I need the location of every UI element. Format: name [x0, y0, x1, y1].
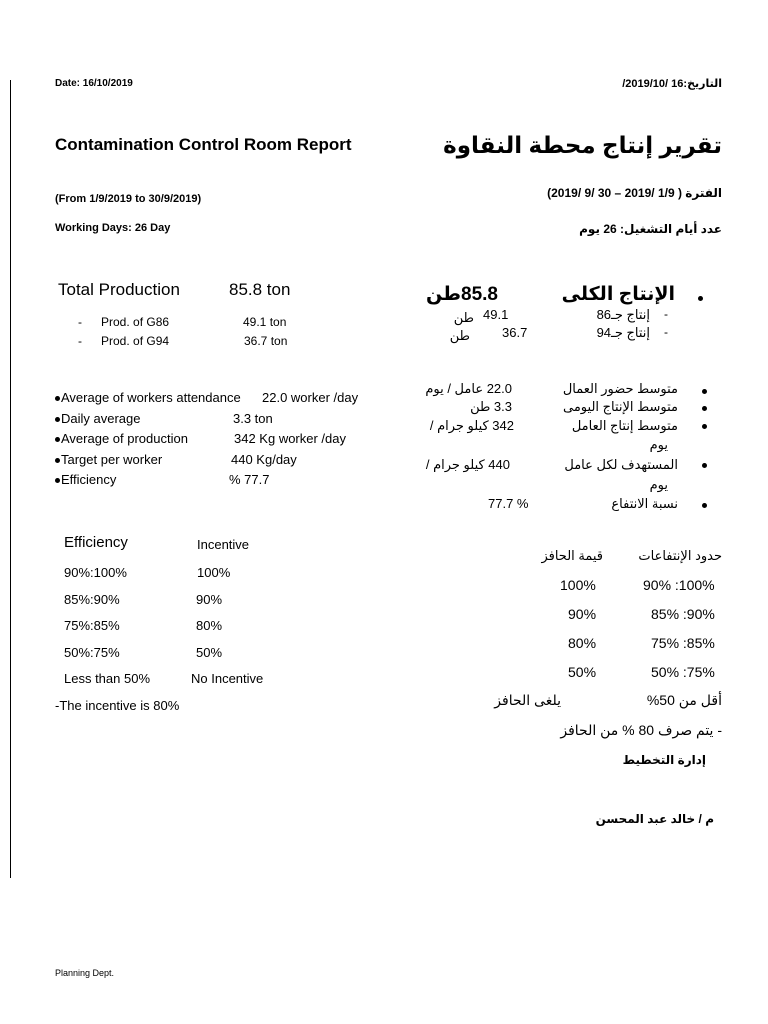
product-value-en: 49.1 ton [243, 315, 287, 329]
bullet-icon [702, 463, 707, 468]
stat-value-en: 22.0 worker /day [262, 390, 359, 405]
report-title-ar: تقرير إنتاج محطة النقاوة [443, 132, 722, 158]
table-cell-range-en: 85%:90% [64, 592, 120, 607]
period-en: (From 1/9/2019 to 30/9/2019) [55, 193, 202, 205]
date-en: Date: 16/10/2019 [55, 78, 133, 89]
table-header-incentive-en: Incentive [197, 537, 250, 552]
dash-marker: - [664, 325, 668, 339]
product-name-en: Prod. of G94 [101, 334, 170, 348]
table-cell-range-en: 50%:75% [64, 645, 120, 660]
product-unit-ar: طن [453, 310, 474, 325]
stat-value-ar: 22.0 عامل / يوم [425, 381, 512, 396]
table-cell-incentive-ar: 100% [560, 577, 596, 593]
dash-marker: - [664, 307, 668, 321]
stat-value-continuation-ar: يوم [649, 477, 668, 492]
footer-planning-dept: Planning Dept. [55, 968, 115, 978]
total-production-value-en: 85.8 ton [229, 280, 291, 299]
stat-value-ar: 342 كيلو جرام / [429, 418, 514, 433]
stat-label-en: Average of production [61, 431, 188, 446]
bullet-icon [702, 424, 707, 429]
working-days-ar: عدد أيام التشغيل: 26 يوم [579, 222, 722, 236]
incentive-note-en: -The incentive is 80% [55, 698, 180, 713]
working-days-en: Working Days: 26 Day [55, 222, 171, 234]
product-unit-ar: طن [449, 328, 470, 343]
stat-value-en: % 77.7 [229, 472, 270, 487]
product-value-en: 36.7 ton [244, 334, 288, 348]
stat-value-ar: 77.7 % [488, 496, 529, 511]
signature-name-ar: م / خالد عبد المحسن [595, 812, 714, 826]
bullet-icon [698, 296, 703, 301]
table-cell-incentive-en: No Incentive [191, 671, 264, 686]
bullet-icon [702, 389, 707, 394]
bullet-icon [702, 503, 707, 508]
table-cell-incentive-en: 80% [196, 618, 223, 633]
table-cell-incentive-en: 50% [196, 645, 223, 660]
stat-label-ar: متوسط حضور العمال [562, 381, 678, 396]
product-dash: - [78, 315, 82, 329]
report-title-en: Contamination Control Room Report [55, 135, 352, 154]
table-cell-range-en: Less than 50% [64, 671, 151, 686]
table-cell-incentive-ar: 80% [568, 635, 597, 651]
product-dash: - [78, 334, 82, 348]
table-cell-range-ar: أقل من 50% [646, 692, 722, 708]
bullet-icon [55, 396, 60, 401]
incentive-note-ar: - يتم صرف 80 % من الحافز [560, 722, 722, 738]
product-value-ar: 49.1 [483, 307, 509, 322]
bullet-icon [55, 478, 60, 483]
stat-label-en: Efficiency [61, 472, 117, 487]
stat-label-ar: متوسط الإنتاج اليومى [563, 399, 678, 414]
left-margin-line [10, 80, 11, 878]
table-cell-range-en: 90%:100% [64, 565, 127, 580]
bullet-icon [55, 437, 60, 442]
stat-label-ar: متوسط إنتاج العامل [571, 418, 678, 433]
stat-label-en: Average of workers attendance [61, 390, 241, 405]
table-cell-incentive-ar: 90% [568, 606, 597, 622]
planning-dept-ar: إدارة التخطيط [622, 753, 706, 767]
table-cell-range-ar: 85% :90% [651, 606, 715, 622]
bullet-icon [55, 417, 60, 422]
table-cell-incentive-ar: يلغى الحافز [494, 692, 561, 708]
product-name-ar: إنتاج جـ86 [596, 307, 650, 322]
product-name-en: Prod. of G86 [101, 315, 170, 329]
total-production-value-ar: 85.8طن [426, 284, 498, 305]
table-cell-range-en: 75%:85% [64, 618, 120, 633]
total-production-label-en: Total Production [58, 280, 180, 299]
table-cell-incentive-en: 100% [197, 565, 231, 580]
table-header-efficiency-en: Efficiency [64, 534, 128, 551]
total-production-label-ar: الإنتاج الكلى [561, 284, 675, 305]
stat-label-ar: نسبة الانتفاع [611, 496, 678, 511]
table-cell-range-ar: 50% :75% [651, 664, 715, 680]
stat-value-en: 342 Kg worker /day [234, 431, 347, 446]
stat-label-en: Daily average [61, 411, 141, 426]
table-cell-range-ar: 75% :85% [651, 635, 715, 651]
stat-value-continuation-ar: يوم [649, 437, 668, 452]
period-ar: الفترة ( 1/9 /2019 – 30 /9 /2019) [547, 186, 722, 200]
table-cell-range-ar: 90% :100% [643, 577, 715, 593]
date-ar: التاريخ:16 /2019/10/ [622, 78, 722, 90]
stat-value-ar: 440 كيلو جرام / [425, 457, 510, 472]
stat-value-en: 440 Kg/day [231, 452, 297, 467]
table-header-limits-ar: حدود الإنتفاعات [638, 548, 722, 563]
product-name-ar: إنتاج جـ94 [596, 325, 650, 340]
bullet-icon [702, 406, 707, 411]
product-value-ar: 36.7 [502, 325, 528, 340]
stat-label-en: Target per worker [61, 452, 163, 467]
table-header-incentive-ar: قيمة الحافز [541, 548, 603, 563]
bullet-icon [55, 458, 60, 463]
stat-label-ar: المستهدف لكل عامل [564, 457, 678, 472]
table-cell-incentive-ar: 50% [568, 664, 597, 680]
stat-value-en: 3.3 ton [233, 411, 273, 426]
table-cell-incentive-en: 90% [196, 592, 223, 607]
stat-value-ar: 3.3 طن [470, 399, 512, 414]
